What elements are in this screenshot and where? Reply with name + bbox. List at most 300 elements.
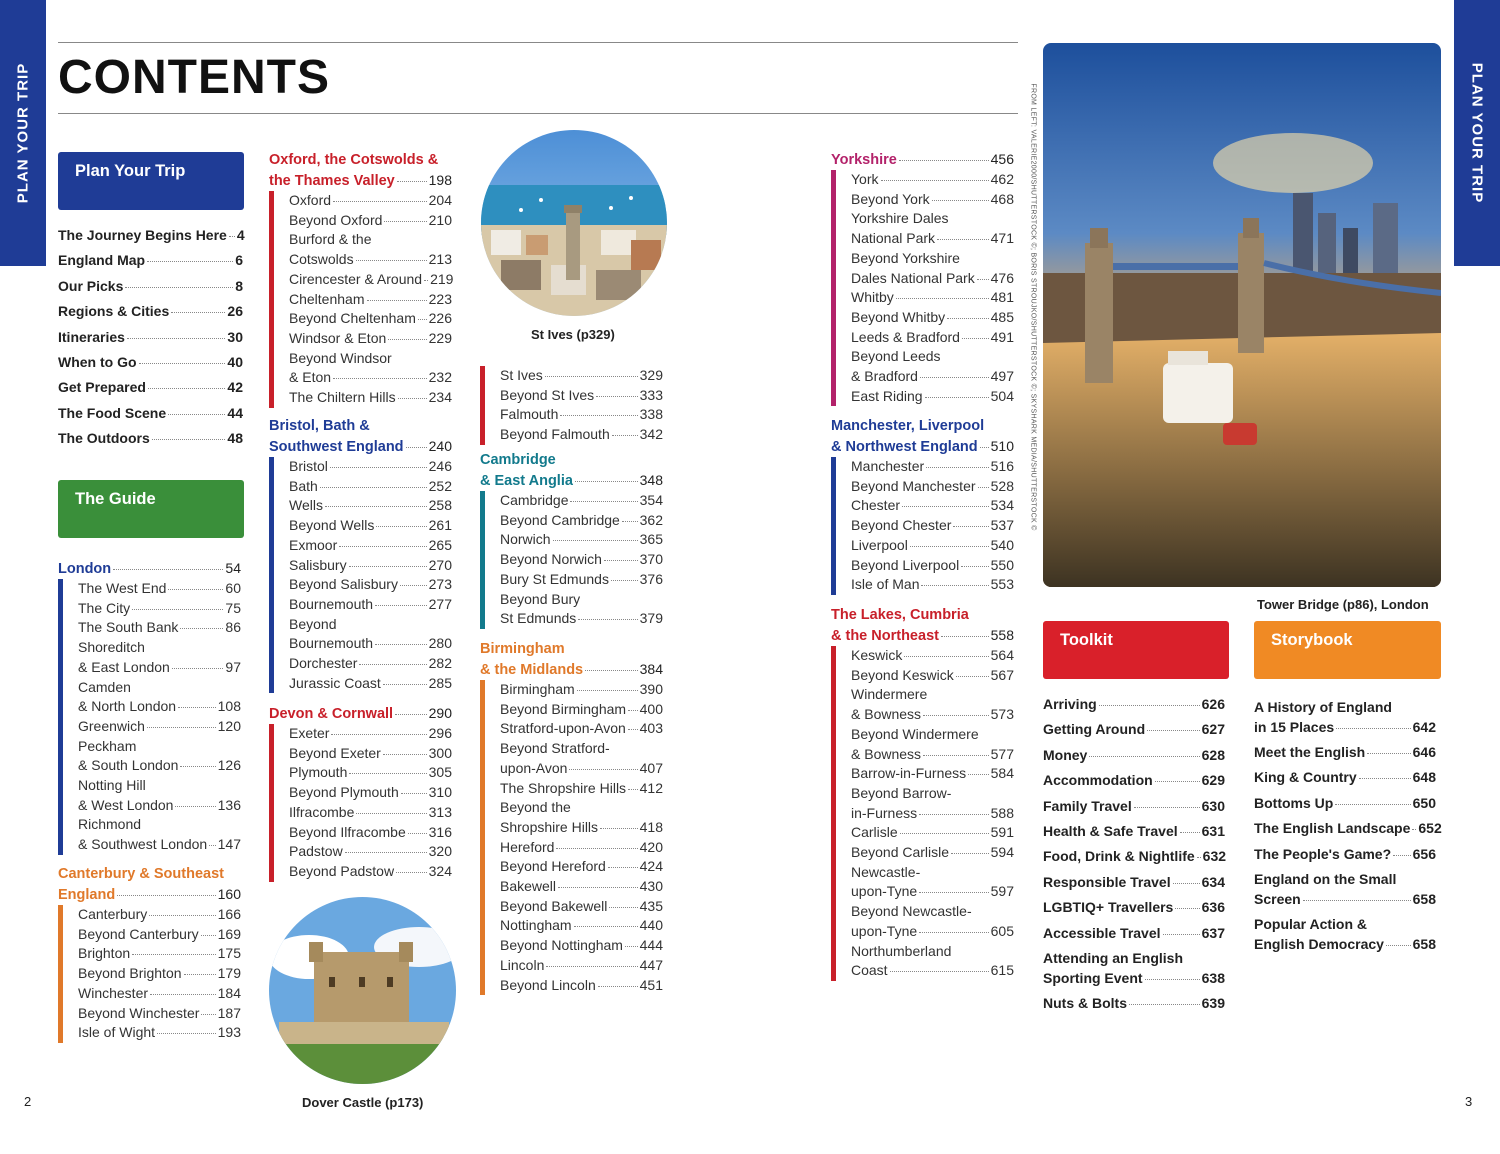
toc-entry-label: Beyond Exeter — [289, 744, 381, 761]
toc-entry-page: 424 — [639, 858, 663, 875]
dot-leader — [209, 845, 215, 846]
toc-entry-line — [851, 685, 1014, 705]
dot-leader — [1089, 756, 1199, 757]
dot-leader — [1134, 807, 1200, 808]
dot-leader — [172, 668, 224, 669]
toc-entry-label: Canterbury — [78, 906, 148, 922]
dot-leader — [1173, 883, 1200, 884]
toc-entry-line — [1254, 819, 1442, 839]
toc-entry-line — [1254, 698, 1436, 718]
toc-entry-line — [500, 550, 663, 570]
section-entries — [831, 170, 1014, 406]
dot-leader — [1303, 900, 1411, 901]
toc-entry-page: 553 — [990, 576, 1014, 593]
toc-entry-page: 193 — [217, 1024, 241, 1041]
toc-entry-label: Beyond York — [851, 190, 930, 207]
toc-entry-label: Beyond Plymouth — [289, 784, 399, 801]
toc-entry-line — [500, 779, 663, 799]
toc-entry-label: England Map — [58, 252, 146, 269]
toc-entry-label: Barrow-in-Furness — [851, 765, 967, 782]
toc-entry-line — [1043, 949, 1225, 969]
toc-entry-line — [851, 209, 1014, 229]
dot-leader — [577, 690, 638, 691]
toc-entry-page: 232 — [428, 369, 452, 386]
toc-entry-page: 534 — [990, 497, 1014, 514]
toc-entry-line — [1043, 898, 1225, 918]
toc-entry-page: 8 — [235, 277, 243, 294]
toc-entry-label: When to Go — [58, 354, 137, 371]
toc-entry-label: The City — [78, 599, 131, 616]
toc-entry-page: 226 — [428, 310, 452, 327]
toc-entry-page: 631 — [1201, 822, 1225, 839]
toc-entry-label: & Southwest London — [78, 836, 208, 853]
dot-leader — [890, 971, 989, 972]
dot-leader — [395, 714, 427, 715]
section-title-text: the Thames Valley — [269, 173, 395, 189]
toc-entry-line — [1254, 890, 1436, 910]
toc-entry-page: 615 — [990, 962, 1014, 979]
toc-entry-line — [500, 405, 663, 425]
section-title-text: Yorkshire — [831, 152, 897, 168]
toc-entry-label: Shoreditch — [78, 639, 145, 656]
toc-entry-line — [500, 739, 663, 759]
toc-entry-label: & Eton — [289, 369, 332, 386]
toc-entry-line — [78, 984, 241, 1004]
dot-leader — [937, 239, 989, 240]
toc-entry-line — [289, 250, 452, 270]
toc-entry-line — [1254, 743, 1436, 763]
toc-entry-label: Cambridge — [500, 492, 569, 508]
toc-entry-line — [500, 386, 663, 406]
section-title-text: England — [58, 887, 116, 903]
toc-entry-label: upon-Avon — [500, 759, 568, 776]
toc-entry-line — [851, 942, 1014, 962]
dot-leader — [578, 619, 637, 620]
toc-entry-line — [500, 719, 663, 739]
section-title-line — [269, 703, 452, 724]
toc-entry-page: 652 — [1418, 820, 1442, 837]
toc-entry-page: 550 — [990, 556, 1014, 573]
dot-leader — [325, 506, 427, 507]
toc-entry-label: Salisbury — [289, 556, 347, 573]
toc-entry-line — [500, 798, 663, 818]
toc-entry-line — [78, 658, 241, 678]
toc-entry-page: 305 — [428, 764, 452, 781]
toc-entry-page: 6 — [235, 252, 243, 269]
toc-entry-line — [289, 674, 452, 694]
toc-entry-page: 169 — [217, 925, 241, 942]
section-title-text: London — [58, 561, 112, 577]
page-number-right: 3 — [1465, 1094, 1473, 1109]
toc-entry-line — [78, 599, 241, 619]
toc-entry-page: 537 — [990, 517, 1014, 534]
toc-entry-page: 147 — [217, 836, 241, 853]
toc-entry-label: & East London — [78, 658, 170, 675]
toc-entry-line — [851, 646, 1014, 666]
dot-leader — [932, 200, 989, 201]
dot-leader — [345, 852, 427, 853]
dot-leader — [171, 312, 225, 313]
section-title — [269, 150, 452, 191]
toc-entry-page: 564 — [990, 647, 1014, 663]
section-title — [831, 605, 1014, 646]
toc-entry-label: Beyond Birmingham — [500, 700, 627, 717]
toc-entry-line — [1254, 845, 1436, 865]
toc-entry-label: The Food Scene — [58, 404, 167, 421]
dot-leader — [168, 589, 223, 590]
section-page: 348 — [639, 472, 663, 488]
toc-entry-label: Stratford-upon-Avon — [500, 720, 626, 737]
toc-entry-line — [500, 838, 663, 858]
dot-leader — [367, 300, 427, 301]
toc-entry-line — [289, 516, 452, 536]
dot-leader — [919, 814, 989, 815]
section-manchester — [831, 416, 1014, 595]
dot-leader — [925, 397, 989, 398]
toc-entry-line — [500, 700, 663, 720]
toc-entry-label: The Shropshire Hills — [500, 779, 627, 796]
toc-entry-label: The English Landscape — [1254, 820, 1411, 837]
toc-entry-line — [289, 763, 452, 783]
toc-entry-line — [289, 230, 452, 250]
toc-entry-label: Newcastle- — [851, 863, 921, 880]
dot-leader — [598, 986, 638, 987]
toc-entry-page: 246 — [428, 458, 452, 474]
toc-entry-line — [1254, 718, 1436, 738]
section-bristol — [269, 416, 452, 693]
toc-entry-label: Beyond Norwich — [500, 551, 602, 568]
dot-leader — [147, 727, 216, 728]
toc-entry-page: 420 — [639, 838, 663, 855]
toc-entry-line — [1043, 924, 1225, 944]
dot-leader — [375, 605, 427, 606]
toc-entry — [58, 223, 243, 248]
toc-entry-label: English Democracy — [1254, 935, 1384, 952]
toc-entry-line — [500, 759, 663, 779]
section-page: 456 — [990, 151, 1014, 167]
dot-leader — [406, 447, 427, 448]
toc-entry-label: The South Bank — [78, 619, 179, 636]
toc-entry-label: Whitby — [851, 289, 894, 306]
section-entries — [831, 646, 1014, 981]
section-title-line: Manchester, Liverpool — [831, 418, 985, 434]
toc-entry — [1254, 845, 1436, 865]
toc-entry-label: Norwich — [500, 531, 551, 548]
toc-entry — [58, 350, 243, 375]
top-rule — [58, 42, 1018, 43]
toc-entry-page: 252 — [428, 477, 452, 494]
dot-leader — [175, 806, 215, 807]
dot-leader — [132, 609, 223, 610]
toc-entry-page: 44 — [227, 404, 243, 421]
page-number-left: 2 — [24, 1094, 32, 1109]
plan-your-trip-list — [58, 223, 243, 452]
dot-leader — [923, 755, 989, 756]
toc-entry-page: 516 — [990, 458, 1014, 474]
toc-entry-label: Getting Around — [1043, 721, 1146, 738]
section-page: 558 — [990, 627, 1014, 643]
toc-entry-page: 447 — [639, 956, 663, 973]
toc-entry-page: 471 — [990, 230, 1014, 247]
toc-entry-page: 40 — [227, 354, 243, 371]
toc-entry-page: 210 — [428, 211, 452, 228]
toc-entry-line — [289, 309, 452, 329]
dot-leader — [608, 867, 638, 868]
dot-leader — [339, 546, 426, 547]
toc-entry-label: Beyond Newcastle- — [851, 903, 972, 920]
toc-entry-line — [500, 976, 663, 996]
toc-entry-label: Beyond Cambridge — [500, 511, 620, 528]
section-page: 510 — [990, 438, 1014, 454]
toc-entry-label: & Bowness — [851, 745, 922, 762]
toc-entry-page: 285 — [428, 674, 452, 691]
toc-entry-page: 629 — [1201, 772, 1225, 789]
dot-leader — [978, 487, 989, 488]
dot-leader — [569, 769, 637, 770]
section-title-line: The Lakes, Cumbria — [831, 607, 969, 623]
toc-entry-label: Beyond Chester — [851, 517, 952, 534]
toc-entry-label: England on the Small — [1254, 870, 1397, 887]
toc-entry-label: Beyond Cheltenham — [289, 310, 416, 327]
toc-entry-page: 261 — [428, 517, 452, 534]
toc-entry-label: Windsor & Eton — [289, 329, 387, 346]
toc-entry-page: 627 — [1201, 721, 1225, 738]
toc-entry-line — [1043, 771, 1225, 791]
toc-entry-page: 540 — [990, 536, 1014, 553]
toc-entry-page: 265 — [428, 536, 452, 553]
section-title — [58, 864, 241, 905]
toc-entry — [1254, 768, 1436, 788]
toc-entry-line — [1043, 746, 1225, 766]
toc-entry-label: Winchester — [78, 984, 149, 1001]
toc-entry-label: Beyond Ilfracombe — [289, 823, 406, 840]
toc-entry-page: 626 — [1201, 696, 1225, 712]
dot-leader — [902, 506, 989, 507]
title-rule — [58, 113, 1018, 114]
dot-leader — [625, 946, 638, 947]
toc-entry-label: Chester — [851, 497, 901, 514]
dot-leader — [556, 848, 637, 849]
dot-leader — [1163, 934, 1200, 935]
toc-entry-label: Burford & the — [289, 231, 372, 248]
toc-entry-line — [500, 366, 663, 386]
toc-entry-line — [500, 511, 663, 531]
toc-entry-page: 26 — [227, 303, 243, 320]
toc-entry-label: Cirencester & Around — [289, 270, 423, 287]
toc-entry-page: 187 — [217, 1004, 241, 1021]
toc-entry-label: Attending an English — [1043, 949, 1183, 966]
toc-entry-label: Beyond Bury — [500, 590, 581, 607]
dot-leader — [396, 872, 427, 873]
toc-entry-line — [78, 697, 241, 717]
toc-entry-line — [78, 925, 241, 945]
toc-entry-line — [851, 367, 1014, 387]
toc-entry-line — [289, 211, 452, 231]
toc-entry-page: 4 — [236, 227, 245, 243]
toc-entry-page: 400 — [639, 700, 663, 717]
toc-entry-page: 313 — [428, 803, 452, 820]
toc-entry-label: Accessible Travel — [1043, 924, 1161, 941]
toc-entry-page: 354 — [639, 492, 663, 508]
toc-entry-page: 310 — [428, 784, 452, 801]
toc-entry-label: Family Travel — [1043, 797, 1132, 814]
toolkit-heading: Toolkit — [1043, 621, 1229, 679]
toc-entry-line — [500, 877, 663, 897]
dot-leader — [125, 287, 233, 288]
toc-entry-page: 476 — [990, 269, 1014, 286]
toc-entry-page: 597 — [990, 883, 1014, 900]
dot-leader — [1359, 778, 1411, 779]
toc-entry-page: 370 — [639, 551, 663, 568]
photo-credit: FROM LEFT: VALERIE2000/SHUTTERSTOCK ©; BORIS STROUJKO/SHUTTERSTOCK ©; SKYSHARK MEDIA/SHUTTERSTOCK © — [1029, 83, 1037, 531]
toc-entry-label: Carlisle — [851, 824, 898, 841]
toc-entry-page: 175 — [217, 945, 241, 962]
storybook-list — [1254, 698, 1442, 960]
toc-entry-label: Bournemouth — [289, 635, 374, 652]
toc-entry-line — [289, 654, 452, 674]
toc-entry-page: 407 — [639, 759, 663, 776]
toc-entry — [1043, 822, 1225, 842]
toc-entry-line — [851, 823, 1014, 843]
dot-leader — [570, 501, 637, 502]
dot-leader — [1180, 832, 1200, 833]
section-entries — [269, 724, 452, 882]
toc-entry-label: Coast — [851, 962, 888, 979]
section-title-line — [831, 436, 1014, 457]
toc-entry-label: Windermere — [851, 686, 928, 703]
toc-entry-line — [78, 756, 241, 776]
section-title-text: Devon & Cornwall — [269, 706, 394, 722]
dover-castle-photo — [269, 897, 456, 1084]
toc-entry-line — [78, 776, 241, 796]
toc-entry-label: Isle of Wight — [78, 1024, 156, 1041]
toc-entry-page: 658 — [1412, 935, 1436, 952]
toc-entry-page: 273 — [428, 576, 452, 593]
toc-entry-label: Beyond Leeds — [851, 348, 941, 365]
toc-entry-page: 300 — [428, 744, 452, 761]
toc-entry-page: 468 — [990, 190, 1014, 207]
toc-entry-label: Beyond Windermere — [851, 725, 979, 742]
toc-entry-label: Beyond Bakewell — [500, 897, 608, 914]
toc-entry-label: King & Country — [1254, 769, 1357, 786]
toc-entry — [1043, 847, 1225, 867]
toc-entry-page: 166 — [217, 906, 241, 922]
toc-entry-line — [851, 536, 1014, 556]
toc-entry-line — [500, 570, 663, 590]
dot-leader — [596, 396, 637, 397]
toc-entry-line — [851, 170, 1014, 190]
toc-entry-label: Dales National Park — [851, 269, 975, 286]
toc-entry-label: Nuts & Bolts — [1043, 994, 1127, 1011]
toc-entry-line — [289, 477, 452, 497]
section-title-line: Canterbury & Southeast — [58, 866, 224, 882]
toc-entry-line — [851, 496, 1014, 516]
dot-leader — [947, 318, 988, 319]
toc-entry-line — [1043, 969, 1225, 989]
toc-entry-page: 229 — [428, 329, 452, 346]
section-title-line: Cambridge — [480, 452, 556, 468]
toc-entry-page: 184 — [217, 984, 241, 1001]
toc-entry — [1043, 994, 1225, 1014]
toc-entry-label: upon-Tyne — [851, 883, 918, 900]
toc-entry-label: Beyond Windsor — [289, 349, 392, 366]
toc-entry-line — [289, 823, 452, 843]
toc-entry-page: 204 — [428, 192, 452, 208]
side-tab-label: PLAN YOUR TRIP — [14, 62, 32, 204]
toc-entry-page: 632 — [1202, 848, 1227, 865]
dot-leader — [1145, 979, 1200, 980]
toc-entry-page: 430 — [639, 878, 663, 895]
toc-entry-page: 528 — [990, 477, 1014, 494]
toc-entry-page: 223 — [428, 290, 452, 307]
dot-leader — [961, 566, 988, 567]
toc-entry-line — [289, 803, 452, 823]
dot-leader — [147, 261, 233, 262]
toc-entry-line — [289, 615, 452, 635]
dot-leader — [575, 481, 638, 482]
toc-entry-label: Beyond Stratford- — [500, 740, 610, 757]
toc-entry-line — [851, 666, 1014, 686]
toc-entry-page: 646 — [1412, 743, 1436, 760]
tower-bridge-photo — [1043, 43, 1441, 587]
toc-entry-label: & West London — [78, 796, 174, 813]
dot-leader — [424, 280, 428, 281]
toc-entry-line — [289, 634, 452, 654]
section-title-line — [269, 436, 452, 457]
toc-entry-label: Beyond Salisbury — [289, 576, 398, 593]
section-page: 384 — [639, 661, 663, 677]
toc-entry-line — [78, 1004, 241, 1024]
section-page: 160 — [217, 886, 241, 902]
section-cambridge — [480, 450, 663, 629]
toc-entry — [1043, 695, 1225, 715]
toc-entry-label: Plymouth — [289, 764, 348, 781]
toc-entry-line — [1043, 720, 1225, 740]
toc-entry-label: Beyond Barrow- — [851, 784, 952, 801]
toc-entry-line — [851, 902, 1014, 922]
toc-entry-line — [500, 857, 663, 877]
toc-entry-page: 42 — [227, 379, 243, 396]
toc-entry-page: 485 — [990, 308, 1014, 325]
dot-leader — [881, 180, 989, 181]
toc-entry-page: 628 — [1201, 746, 1225, 763]
toc-entry-line — [1043, 695, 1225, 715]
dot-leader — [968, 774, 989, 775]
toc-entry-label: Beyond Oxford — [289, 211, 383, 228]
toc-entry-page: 491 — [990, 328, 1014, 345]
dot-leader — [1367, 753, 1410, 754]
toc-entry-line — [500, 680, 663, 700]
section-title — [831, 149, 1014, 170]
toc-entry-label: Beyond Carlisle — [851, 844, 950, 861]
toc-entry-line — [1043, 994, 1225, 1014]
dot-leader — [611, 580, 638, 581]
toc-entry-line — [500, 818, 663, 838]
dot-leader — [941, 636, 989, 637]
section-title — [480, 639, 663, 680]
toc-entry-line — [851, 882, 1014, 902]
the-guide-heading: The Guide — [58, 480, 244, 538]
section-title-line — [480, 470, 663, 491]
toc-entry-label: Isle of Man — [851, 576, 920, 593]
toc-entry-page: 418 — [639, 818, 663, 835]
toc-entry-label: Beyond Wells — [289, 517, 375, 534]
toc-entry-line — [851, 387, 1014, 407]
toc-entry-label: Northumberland — [851, 942, 952, 959]
dot-leader — [546, 966, 637, 967]
dot-leader — [1155, 781, 1200, 782]
toc-entry-line — [851, 556, 1014, 576]
